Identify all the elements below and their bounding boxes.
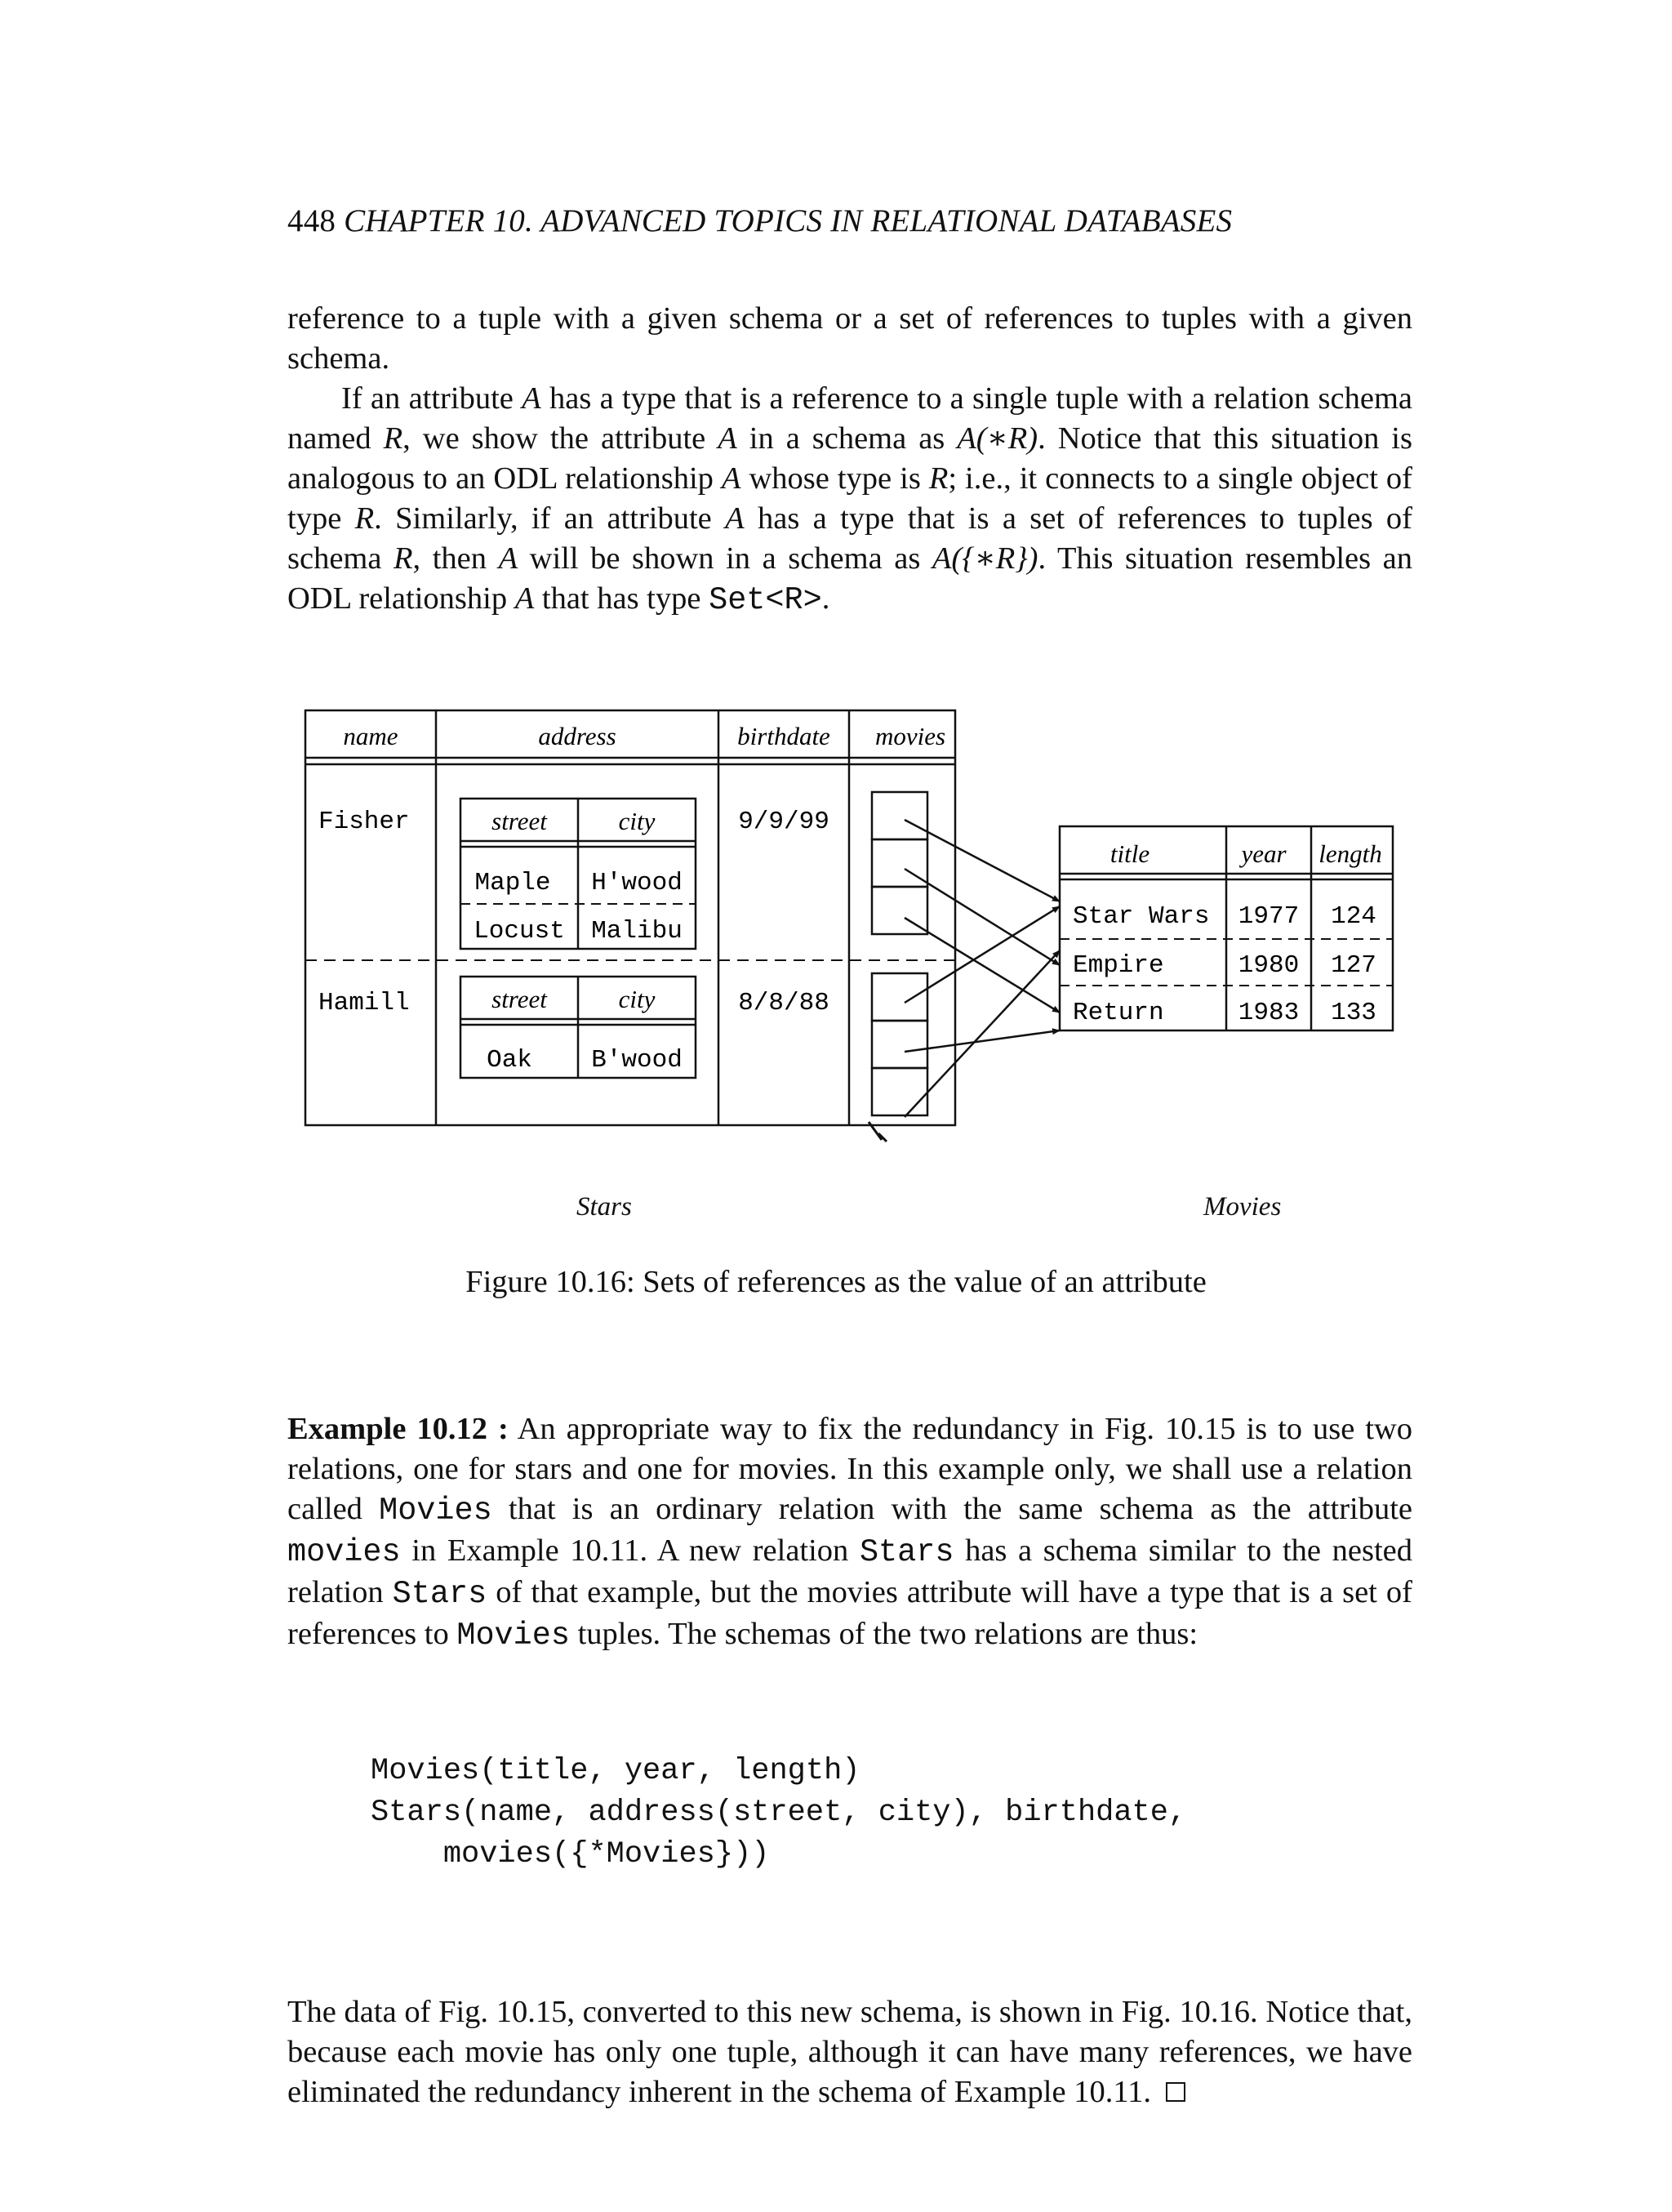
movie-title: Return [1073,999,1164,1027]
paragraph-continuation: reference to a tuple with a given schema or a set of references to tuples with a given schema. [287,301,1412,376]
ref-arrow-hamill-2 [905,1030,1060,1052]
movies-header-title: title [1109,839,1150,868]
stars-header-address: address [538,722,616,750]
code-line: movies({*Movies})) [371,1837,770,1872]
star-name: Hamill [318,989,410,1017]
schema-code-block [371,1751,1186,1876]
movie-year: 1983 [1238,999,1300,1027]
address-city: B'wood [591,1046,683,1075]
code-line: Movies(title, year, length) [371,1754,860,1788]
fisher-ref-box-3 [872,887,927,934]
qed-box-icon [1166,2082,1185,2102]
address-header-city: city [618,807,656,835]
page-number: 448 [287,203,336,238]
hamill-ref-box-1 [872,973,927,1021]
null-pointer-mark [869,1122,887,1142]
example-paragraph: Example 10.12 : An appropriate way to fix the redundancy in Fig. 10.15 is to use two relations, one for stars and one for movies. In this example only, we shall use a relation called Movies that is an ordinary relation with the same schema as the attribute movies in Example 10.11. A new relation Stars has a schema similar to the nested relation Stars of that example, but the movies attribute will have a type that is a set of references to Movies tuples. The schemas of the two relations are thus: [287,1412,1412,1653]
movies-header-length: length [1318,839,1382,868]
paragraph-reference-types: If an attribute A has a type that is a reference to a single tuple with a relation schema named R, we show the attribute A in a schema as A(∗R). Notice that this situation is analogous to an ODL relationship A whose type is R; i.e., it connects to a single object of type R. Similarly, if an attribute A has a type that is a set of references to tuples of schema R, then A will be shown in a schema as A({∗R}). This situation resembles an ODL relationship A that has type Set<R>. [287,381,1413,618]
fisher-ref-box-1 [872,792,927,839]
closing-paragraph [287,1992,1412,2112]
movies-table-border [1060,826,1393,1030]
address-street: Locust [474,917,565,946]
address-city: H'wood [591,869,683,897]
star-name: Fisher [318,808,410,836]
ref-arrow-hamill-1 [905,906,1060,1003]
star-birthdate: 9/9/99 [738,808,829,836]
movie-length: 133 [1331,999,1376,1027]
movie-length: 127 [1331,951,1376,980]
stars-table-border [305,710,955,1125]
movies-relation-label: Movies [1203,1192,1282,1222]
chapter-title: CHAPTER 10. ADVANCED TOPICS IN RELATIONAL DATABASES [344,203,1233,238]
address-header-city: city [618,985,656,1013]
address-city: Malibu [591,917,683,946]
stars-header-name: name [343,722,398,750]
fisher-ref-box-2 [872,839,927,887]
movie-year: 1977 [1238,902,1300,931]
ref-arrow-fisher-1 [905,820,1060,901]
hamill-address-table [460,977,696,1078]
movies-header-year: year [1241,839,1287,868]
hamill-ref-box-3 [872,1068,927,1115]
address-header-street: street [491,985,547,1013]
star-birthdate: 8/8/88 [738,989,829,1017]
example-label: Example 10.12 : [287,1412,509,1446]
fisher-address-table [460,799,696,949]
address-street: Maple [474,869,551,897]
intro-paragraphs [287,299,1412,621]
code-line: Stars(name, address(street, city), birthdate, [371,1796,1187,1830]
movie-title: Empire [1073,951,1164,980]
movie-length: 124 [1331,902,1376,931]
ref-arrow-fisher-2 [905,869,1060,965]
closing-text: The data of Fig. 10.15, converted to this new schema, is shown in Fig. 10.16. Notice that, because each movie has only one tuple, although it can have many references, we have eliminated the redundancy inherent in the schema of Example 10.11. [287,1995,1412,2109]
ref-arrow-fisher-3 [905,918,1060,1013]
stars-header-birthdate: birthdate [737,722,830,750]
figure-caption: Figure 10.16: Sets of references as the value of an attribute [465,1265,1207,1299]
stars-header-movies: movies [874,722,946,750]
hamill-ref-box-2 [872,1021,927,1068]
address-header-street: street [491,807,547,835]
running-head [287,203,1232,239]
stars-relation-label: Stars [576,1192,632,1222]
movie-title: Star Wars [1073,902,1210,931]
ref-arrow-hamill-3 [905,950,1060,1117]
movie-year: 1980 [1238,951,1300,980]
address-street: Oak [487,1046,532,1075]
